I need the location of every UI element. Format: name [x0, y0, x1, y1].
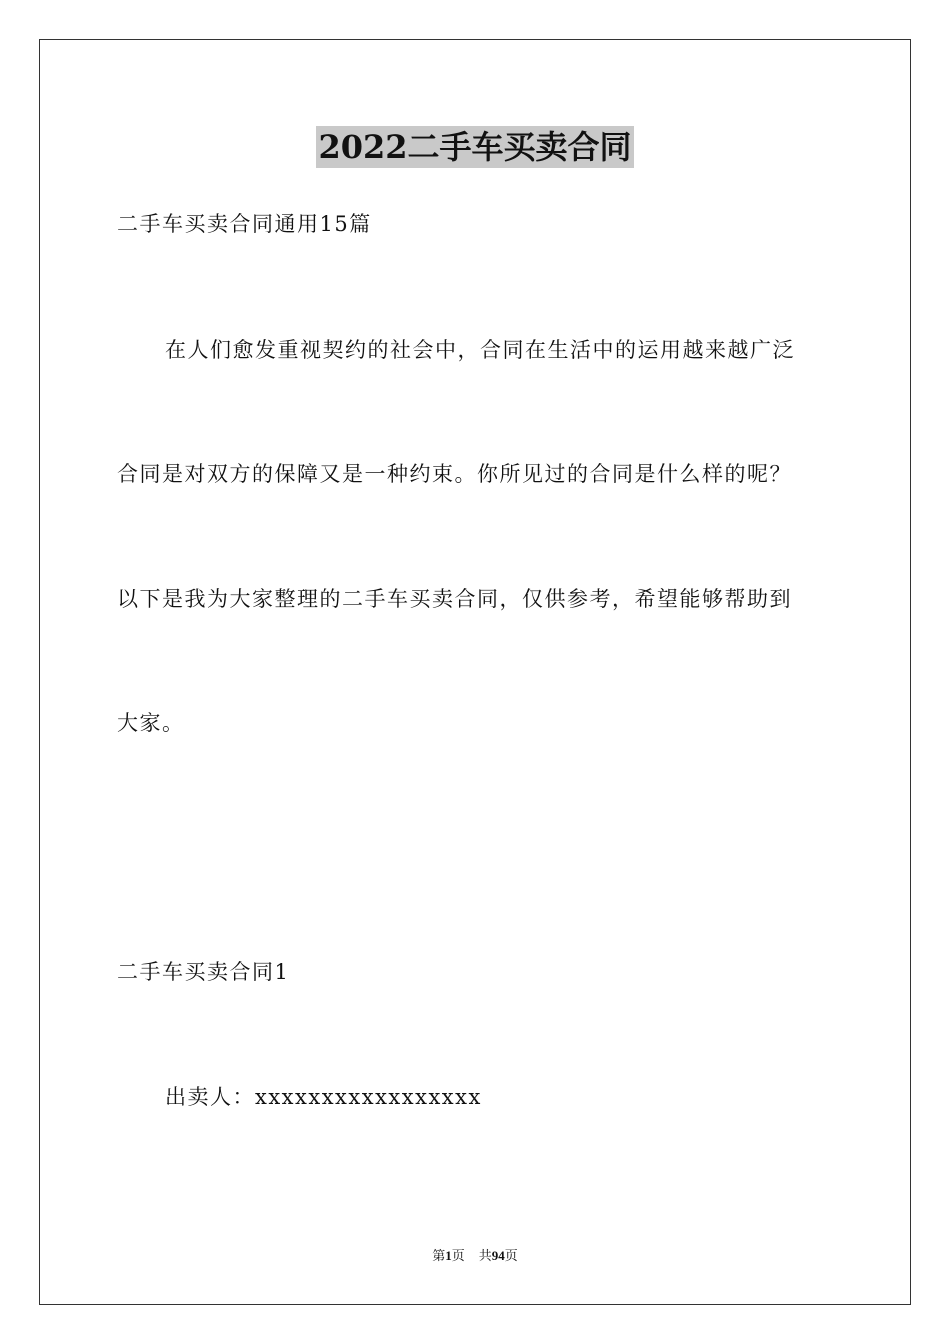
document-subtitle: 二手车买卖合同通用15篇 [117, 212, 372, 236]
title-container [0, 126, 950, 168]
page-footer [0, 1247, 950, 1265]
intro-line-3: 以下是我为大家整理的二手车买卖合同，仅供参考，希望能够帮助到 [117, 587, 792, 611]
intro-line-2: 合同是对双方的保障又是一种约束。你所见过的合同是什么样的呢？ [117, 462, 792, 486]
page-prefix: 第 [432, 1248, 446, 1263]
intro-line-4: 大家。 [117, 711, 185, 735]
total-pages: 94 [491, 1248, 505, 1263]
page-number: 1 [445, 1248, 452, 1263]
document-title: 2022二手车买卖合同 [318, 128, 632, 166]
total-prefix: 共 [478, 1248, 492, 1263]
page-suffix: 页 [451, 1248, 465, 1263]
section-heading: 二手车买卖合同1 [117, 960, 290, 984]
seller-line: 出卖人：xxxxxxxxxxxxxxxxx [165, 1085, 482, 1109]
intro-line-1: 在人们愈发重视契约的社会中，合同在生活中的运用越来越广泛 [165, 338, 795, 362]
total-suffix: 页 [504, 1248, 518, 1263]
